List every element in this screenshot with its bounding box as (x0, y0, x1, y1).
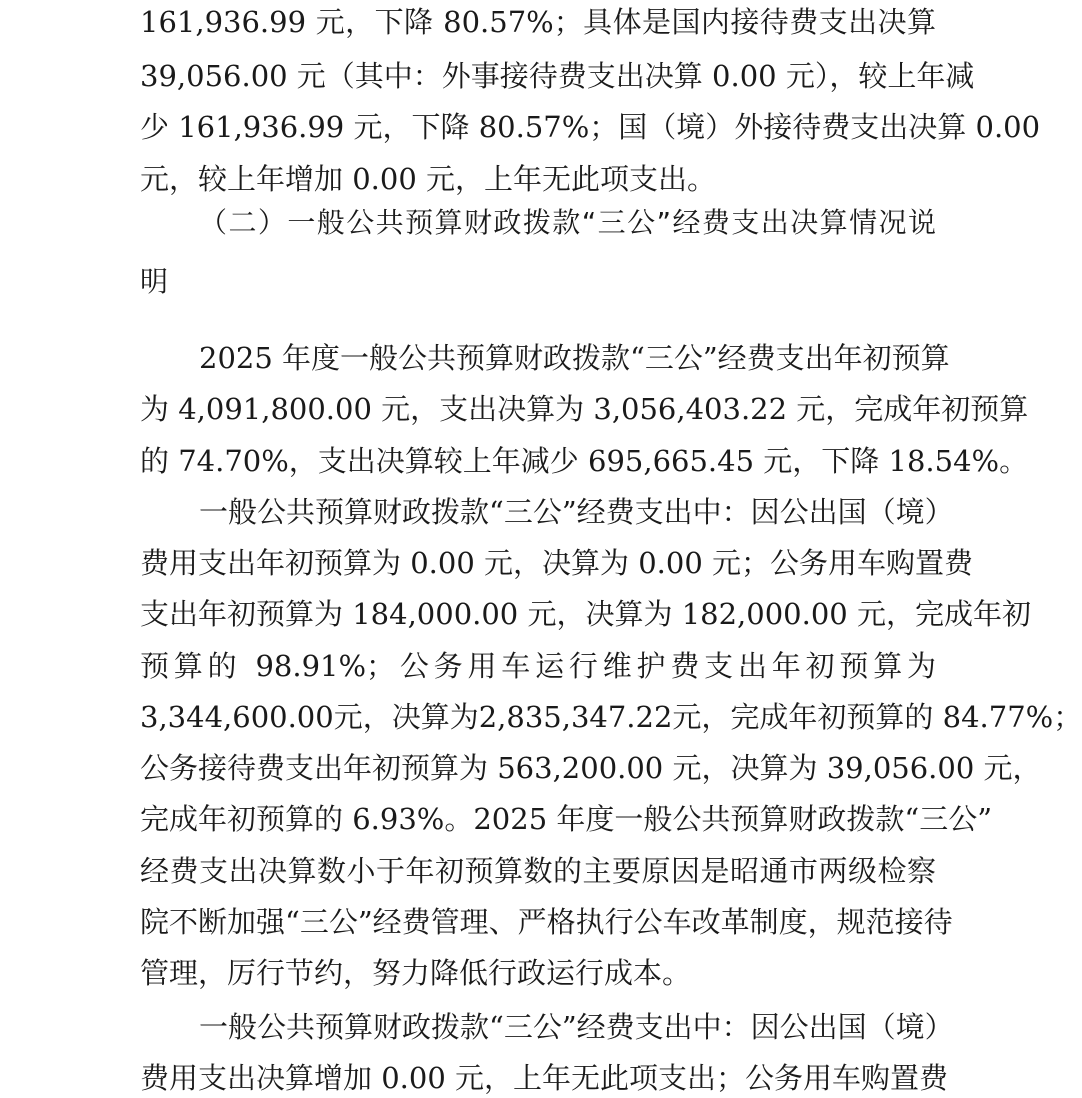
body-text-line: 少 161,936.99 元，下降 80.57%；国（境）外接待费支出决算 0.00 (140, 110, 1041, 144)
section-heading: 明 (140, 265, 169, 298)
body-text-line: 39,056.00 元（其中：外事接待费支出决算 0.00 元），较上年减 (140, 59, 975, 93)
body-text-line: 院不断加强“三公”经费管理、严格执行公车改革制度，规范接待 (140, 905, 953, 939)
body-text-line: 预算的 98.91%；公务用车运行维护费支出年初预算为 (140, 649, 936, 683)
body-text-line: 费用支出决算增加 0.00 元，上年无此项支出；公务用车购置费 (140, 1061, 949, 1095)
body-text-line: 元，较上年增加 0.00 元，上年无此项支出。 (140, 162, 717, 196)
body-text-line: 的 74.70%，支出决算较上年减少 695,665.45 元，下降 18.54%。 (140, 444, 1029, 478)
body-text-line: 一般公共预算财政拨款“三公”经费支出中：因公出国（境） (199, 495, 954, 529)
body-text-line: 费用支出年初预算为 0.00 元，决算为 0.00 元；公务用车购置费 (140, 546, 974, 580)
body-text-line: 管理，厉行节约，努力降低行政运行成本。 (140, 956, 692, 990)
body-text-line: 经费支出决算数小于年初预算数的主要原因是昭通市两级检察 (140, 854, 936, 888)
body-text-line: 一般公共预算财政拨款“三公”经费支出中：因公出国（境） (199, 1010, 954, 1044)
body-text-line: 3,344,600.00元，决算为2,835,347.22元，完成年初预算的 84.77%； (140, 700, 1082, 734)
body-text-line: 完成年初预算的 6.93%。2025 年度一般公共预算财政拨款“三公” (140, 802, 993, 836)
body-text-line: 为 4,091,800.00 元，支出决算为 3,056,403.22 元，完成年初预算 (140, 392, 1029, 426)
body-text-line: 支出年初预算为 184,000.00 元，决算为 182,000.00 元，完成年初 (140, 597, 1031, 631)
section-heading: （二）一般公共预算财政拨款“三公”经费支出决算情况说 (199, 206, 936, 239)
body-text-line: 2025 年度一般公共预算财政拨款“三公”经费支出年初预算 (199, 341, 950, 375)
body-text-line: 161,936.99 元，下降 80.57%；具体是国内接待费支出决算 (140, 5, 936, 39)
body-text-line: 公务接待费支出年初预算为 563,200.00 元，决算为 39,056.00 元， (140, 751, 1042, 785)
